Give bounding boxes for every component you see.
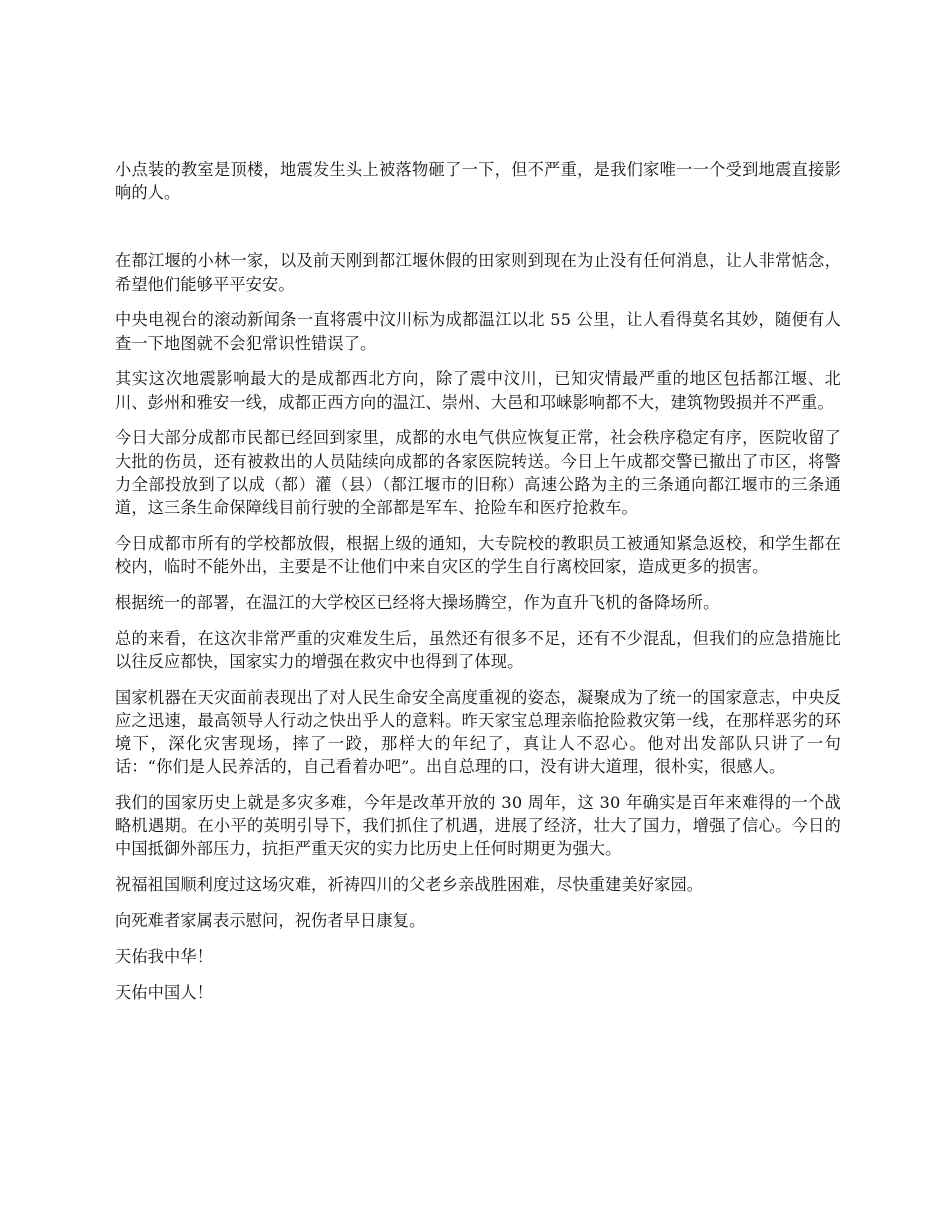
document-body (115, 158, 841, 1016)
paragraph-helicopter-site: 根据统一的部署，在温江的大学校区已经将大操场腾空，作为直升飞机的备降场所。 (115, 592, 720, 612)
paragraph-blessing: 祝福祖国顺利度过这场灾难，祈祷四川的父老乡亲战胜困难，尽快重建美好家园。 (115, 875, 704, 895)
paragraph-state-response: 国家机器在天灾面前表现出了对人民生命安全高度重视的姿态，凝聚成为了统一的国家意志，中央反应之迅速，最高领导人行动之快出乎人的意料。昨天家宝总理亲临抢险救灾第一线，在那样恶劣的环境下，深化灾害现场，摔了一跤，那样大的年纪了，真让人不忍心。他对出发部队只讲了一句话：“你们是人民养活的，自己看着办吧”。出自总理的口，没有讲大道理，很朴实，很感人。 (115, 687, 841, 777)
paragraph-dujiangyan-families: 在都江堰的小林一家，以及前天刚到都江堰休假的田家则到现在为止没有任何消息，让人非常惦念，希望他们能够平平安安。 (115, 251, 841, 294)
paragraph-injury-note: 小点装的教室是顶楼，地震发生头上被落物砸了一下，但不严重，是我们家唯一一个受到地震直接影响的人。 (115, 160, 841, 203)
paragraph-history: 我们的国家历史上就是多灾多难，今年是改革开放的 30 周年，这 30 年确实是百年来难得的一个战略机遇期。在小平的英明引导下，我们抓住了机遇，进展了经济，壮大了国力，增强了信心。今日的中国抵御外部压力，抗拒严重天灾的实力比历史上任何时期更为强大。 (115, 793, 841, 859)
paragraph-closing-1: 天佑我中华！ (115, 946, 214, 966)
paragraph-chengdu-status: 今日大部分成都市民都已经回到家里，成都的水电气供应恢复正常，社会秩序稳定有序，医院收留了大批的伤员，还有被救出的人员陆续向成都的各家医院转送。今日上午成都交警已撤出了市区，将警力全部投放到了以成（都）灌（县）（都江堰市的旧称）高速公路为主的三条通向都江堰市的三条通道，这三条生命保障线目前行驶的全部都是军车、抢险车和医疗抢救车。 (115, 428, 841, 518)
paragraph-summary: 总的来看，在这次非常严重的灾难发生后，虽然还有很多不足，还有不少混乱，但我们的应急措施比以往反应都快，国家实力的增强在救灾中也得到了体现。 (115, 628, 841, 671)
paragraph-affected-areas: 其实这次地震影响最大的是成都西北方向，除了震中汶川，已知灾情最严重的地区包括都江堰、北川、彭州和雅安一线，成都正西方向的温江、崇州、大邑和邛崃影响都不大，建筑物毁损并不严重。 (115, 369, 841, 412)
paragraph-condolence: 向死难者家属表示慰问，祝伤者早日康复。 (115, 911, 426, 931)
paragraph-schools: 今日成都市所有的学校都放假，根据上级的通知，大专院校的教职员工被通知紧急返校，和学生都在校内，临时不能外出，主要是不让他们中来自灾区的学生自行离校回家，造成更多的损害。 (115, 533, 841, 577)
paragraph-cctv-news: 中央电视台的滚动新闻条一直将震中汶川标为成都温江以北 55 公里，让人看得莫名其妙，随便有人查一下地图就不会犯常识性错误了。 (115, 310, 841, 353)
paragraph-closing-2: 天佑中国人！ (115, 982, 214, 1002)
